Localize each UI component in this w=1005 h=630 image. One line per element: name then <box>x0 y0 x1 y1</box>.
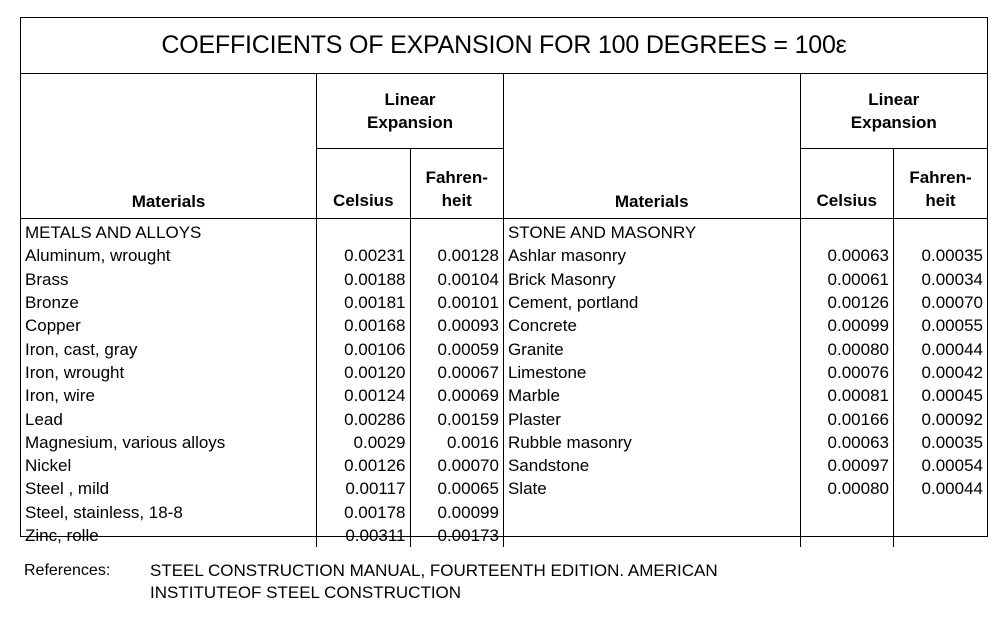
right-celsius-value: 0.00063 <box>800 431 893 454</box>
table-row <box>21 407 987 430</box>
references-text <box>150 560 718 604</box>
left-celsius-value: 0.00117 <box>317 477 410 500</box>
right-material-name: Slate <box>503 477 800 500</box>
left-material-name: Aluminum, wrought <box>21 244 317 267</box>
right-celsius-value: 0.00080 <box>800 337 893 360</box>
right-material-name: Limestone <box>503 361 800 384</box>
right-fahrenheit-value: 0.00092 <box>921 409 983 429</box>
left-fahrenheit-value: 0.00069 <box>410 384 503 407</box>
right-celsius-value: 0.00097 <box>800 454 893 477</box>
left-fahrenheit-value: 0.0016 <box>410 431 503 454</box>
empty-cell <box>893 219 987 245</box>
left-material-name: Nickel <box>21 454 317 477</box>
left-fahrenheit-value: 0.00093 <box>410 314 503 337</box>
right-celsius-value: 0.00099 <box>800 314 893 337</box>
left-celsius-value: 0.00178 <box>317 501 410 524</box>
materials-header-left: Materials <box>21 74 317 219</box>
left-celsius-value: 0.00126 <box>317 454 410 477</box>
left-celsius-value: 0.00181 <box>317 291 410 314</box>
fahrenheit-header-left: Fahren- heit <box>410 149 503 219</box>
left-celsius-value: 0.00168 <box>317 314 410 337</box>
right-celsius-value: 0.00126 <box>800 291 893 314</box>
empty-cell <box>410 219 503 245</box>
right-fahrenheit-value: 0.00054 <box>921 456 983 476</box>
right-celsius-value: 0.00080 <box>800 477 893 500</box>
right-fahrenheit-value: 0.00044 <box>921 479 983 499</box>
left-celsius-value: 0.00106 <box>317 337 410 360</box>
left-fahrenheit-value: 0.00173 <box>410 524 503 547</box>
table-row <box>21 477 987 500</box>
coefficients-table <box>21 74 987 547</box>
left-material-name: Steel , mild <box>21 477 317 500</box>
left-fahrenheit-value: 0.00059 <box>410 337 503 360</box>
table-row <box>21 384 987 407</box>
materials-header-right: Materials <box>503 74 800 219</box>
fahrenheit-header-right: Fahren- heit <box>893 149 987 219</box>
empty-cell <box>317 219 410 245</box>
table-title: COEFFICIENTS OF EXPANSION FOR 100 DEGREES = 100ε <box>21 18 987 74</box>
right-material-name <box>503 524 800 547</box>
left-fahrenheit-value: 0.00101 <box>410 291 503 314</box>
left-celsius-value: 0.00286 <box>317 407 410 430</box>
right-fahrenheit-value: 0.00042 <box>921 362 983 382</box>
right-material-name: Cement, portland <box>503 291 800 314</box>
left-celsius-value: 0.00188 <box>317 268 410 291</box>
left-material-name: Iron, cast, gray <box>21 337 317 360</box>
right-fahrenheit-value: 0.00035 <box>921 432 983 452</box>
celsius-header-left: Celsius <box>317 149 410 219</box>
right-material-name: Marble <box>503 384 800 407</box>
left-material-name: Lead <box>21 407 317 430</box>
left-celsius-value: 0.0029 <box>317 431 410 454</box>
left-celsius-value: 0.00231 <box>317 244 410 267</box>
right-fahrenheit-value: 0.00070 <box>921 293 983 313</box>
right-material-name: Concrete <box>503 314 800 337</box>
expansion-table-sheet <box>20 17 988 545</box>
reference-line: INSTITUTEOF STEEL CONSTRUCTION <box>150 583 462 602</box>
table-row <box>21 524 987 547</box>
left-section-heading: METALS AND ALLOYS <box>21 219 317 245</box>
left-material-name: Copper <box>21 314 317 337</box>
left-fahrenheit-value: 0.00159 <box>410 407 503 430</box>
table-row <box>21 268 987 291</box>
table-row <box>21 431 987 454</box>
table-row <box>21 337 987 360</box>
right-material-name: Ashlar masonry <box>503 244 800 267</box>
right-fahrenheit-value: 0.00034 <box>921 269 983 289</box>
table-body <box>21 219 987 548</box>
table-row <box>21 454 987 477</box>
table-row <box>21 291 987 314</box>
left-fahrenheit-value: 0.00065 <box>410 477 503 500</box>
right-material-name <box>503 501 800 524</box>
right-fahrenheit-value: 0.00035 <box>921 246 983 266</box>
right-celsius-value: 0.00061 <box>800 268 893 291</box>
right-material-name: Sandstone <box>503 454 800 477</box>
table-row <box>21 219 987 245</box>
left-material-name: Iron, wrought <box>21 361 317 384</box>
celsius-header-right: Celsius <box>800 149 893 219</box>
right-celsius-value <box>800 524 893 547</box>
right-fahrenheit-value: 0.00044 <box>921 339 983 359</box>
left-fahrenheit-value: 0.00104 <box>410 268 503 291</box>
right-material-name: Plaster <box>503 407 800 430</box>
right-celsius-value: 0.00063 <box>800 244 893 267</box>
left-celsius-value: 0.00124 <box>317 384 410 407</box>
table-row <box>21 501 987 524</box>
left-material-name: Iron, wire <box>21 384 317 407</box>
right-material-name: Rubble masonry <box>503 431 800 454</box>
linear-expansion-header-right: Linear Expansion <box>800 74 987 149</box>
left-celsius-value: 0.00311 <box>317 524 410 547</box>
right-material-name: Brick Masonry <box>503 268 800 291</box>
right-fahrenheit-value <box>893 501 987 524</box>
table-row <box>21 314 987 337</box>
right-fahrenheit-value <box>893 524 987 547</box>
left-material-name: Magnesium, various alloys <box>21 431 317 454</box>
left-fahrenheit-value: 0.00128 <box>410 244 503 267</box>
references <box>24 560 718 604</box>
left-material-name: Steel, stainless, 18-8 <box>21 501 317 524</box>
left-fahrenheit-value: 0.00067 <box>410 361 503 384</box>
right-celsius-value: 0.00081 <box>800 384 893 407</box>
right-celsius-value <box>800 501 893 524</box>
reference-line: STEEL CONSTRUCTION MANUAL, FOURTEENTH EDITION. AMERICAN <box>150 561 718 580</box>
left-fahrenheit-value: 0.00070 <box>410 454 503 477</box>
left-material-name: Bronze <box>21 291 317 314</box>
right-fahrenheit-value: 0.00055 <box>921 316 983 336</box>
linear-expansion-header-left: Linear Expansion <box>317 74 504 149</box>
right-fahrenheit-value: 0.00045 <box>921 386 983 406</box>
right-material-name: Granite <box>503 337 800 360</box>
references-label: References: <box>24 562 111 579</box>
left-celsius-value: 0.00120 <box>317 361 410 384</box>
left-material-name: Zinc, rolle <box>21 524 317 547</box>
table-row <box>21 244 987 267</box>
right-celsius-value: 0.00076 <box>800 361 893 384</box>
table-row <box>21 361 987 384</box>
right-section-heading: STONE AND MASONRY <box>503 219 800 245</box>
left-material-name: Brass <box>21 268 317 291</box>
empty-cell <box>800 219 893 245</box>
left-fahrenheit-value: 0.00099 <box>410 501 503 524</box>
right-celsius-value: 0.00166 <box>800 407 893 430</box>
